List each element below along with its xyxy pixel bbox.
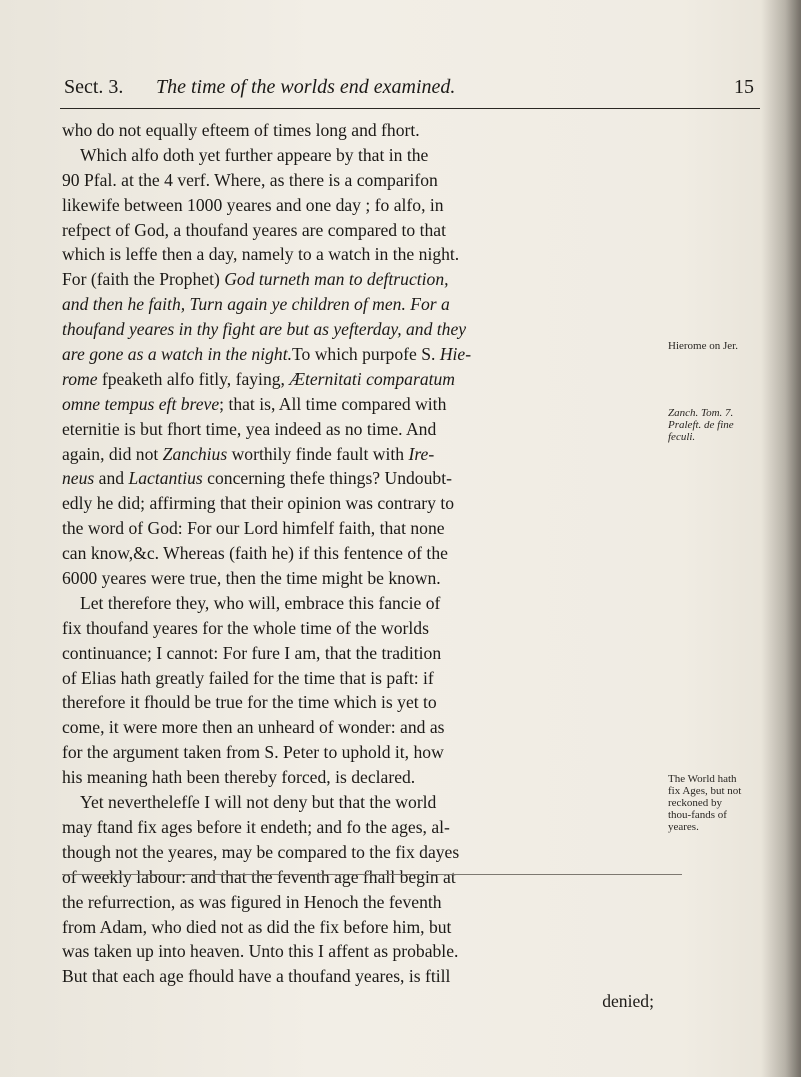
text-line bbox=[62, 242, 654, 267]
roman-run: come, it were more then an unheard of wonder: and as bbox=[62, 717, 445, 738]
roman-run: refpect of God, a thoufand yeares are compared to that bbox=[62, 219, 446, 240]
roman-run: ; that is, All time compared with bbox=[219, 393, 447, 414]
text-line bbox=[62, 591, 654, 616]
text-line bbox=[62, 939, 654, 964]
roman-run: the refurrection, as was figured in Henoch the feventh bbox=[62, 891, 442, 912]
roman-run: Which alfo doth yet further appeare by that in the bbox=[80, 144, 429, 165]
roman-run: 90 Pfal. at the 4 verf. Where, as there is a comparifon bbox=[62, 169, 438, 190]
roman-run: and bbox=[98, 468, 129, 489]
running-title: The time of the worlds end examined. bbox=[156, 76, 456, 98]
page-number: 15 bbox=[734, 76, 754, 98]
text-line bbox=[62, 740, 654, 765]
text-line bbox=[62, 491, 654, 516]
roman-run: the word of God: For our Lord himfelf faith, that none bbox=[62, 518, 445, 539]
roman-run: For (faith the Prophet) bbox=[62, 269, 225, 290]
text-line bbox=[62, 666, 654, 691]
roman-run: though not the yeares, may be compared to the fix dayes bbox=[62, 841, 460, 862]
text-line bbox=[62, 641, 654, 666]
text-line bbox=[62, 566, 654, 591]
text-line bbox=[62, 964, 654, 989]
italic-run: Lactantius bbox=[128, 468, 208, 489]
text-line bbox=[62, 516, 654, 541]
margin-note-world-ages bbox=[668, 773, 748, 833]
italic-run: omne tempus eft breve bbox=[62, 393, 220, 414]
italic-run: thoufand yeares in thy fight are but as yefterday, and they bbox=[62, 319, 467, 340]
roman-run: therefore it fhould be true for the time which is yet to bbox=[62, 692, 437, 713]
roman-run: again, did not bbox=[62, 443, 163, 464]
roman-run: from Adam, who died not as did the fix before him, but bbox=[62, 916, 452, 937]
text-line bbox=[62, 342, 654, 367]
roman-run: of weekly labour: and that the feventh age fhall begin at bbox=[62, 866, 456, 887]
roman-run: fix thoufand yeares for the whole time of the worlds bbox=[62, 617, 429, 638]
margin-note-zanch-tome: Tom. 7. bbox=[698, 407, 734, 419]
text-line bbox=[62, 765, 654, 790]
text-line bbox=[62, 392, 654, 417]
roman-run: of Elias hath greatly failed for the time that is paft: if bbox=[62, 667, 434, 688]
roman-run: denied; bbox=[602, 991, 654, 1012]
text-line bbox=[62, 442, 654, 467]
running-header bbox=[64, 76, 754, 106]
margin-note-zanch-name: Zanch. bbox=[668, 407, 699, 419]
text-line bbox=[62, 367, 654, 392]
text-line bbox=[62, 865, 654, 890]
text-line bbox=[62, 193, 654, 218]
body-text bbox=[62, 118, 654, 1014]
italic-run: are gone as a watch in the night. bbox=[62, 344, 292, 365]
roman-run: his meaning hath been thereby forced, is declared. bbox=[62, 767, 416, 788]
text-line bbox=[62, 989, 654, 1014]
text-line bbox=[62, 118, 654, 143]
text-line bbox=[62, 417, 654, 442]
margin-note-hierome-text: Hierome on Jer. bbox=[668, 340, 738, 352]
italic-run: rome bbox=[62, 368, 102, 389]
text-line bbox=[62, 541, 654, 566]
margin-note-zanchius bbox=[668, 407, 748, 443]
text-line bbox=[62, 790, 654, 815]
roman-run: for the argument taken from S. Peter to uphold it, how bbox=[62, 742, 444, 763]
text-line bbox=[62, 292, 654, 317]
roman-run: eternitie is but fhort time, yea indeed as no time. And bbox=[62, 418, 437, 439]
italic-run: neus bbox=[62, 468, 99, 489]
text-line bbox=[62, 317, 654, 342]
roman-run: edly he did; affirming that their opinion was contrary to bbox=[62, 493, 455, 514]
margin-note-zanch-work: Praleft. de fine bbox=[668, 419, 734, 431]
text-line bbox=[62, 143, 654, 168]
roman-run: likewife between 1000 yeares and one day ; fo alfo, in bbox=[62, 194, 444, 215]
bottom-rule bbox=[62, 874, 682, 875]
roman-run: To which purpofe S. bbox=[292, 344, 440, 365]
italic-run: God turneth man to deftruction, bbox=[224, 269, 449, 290]
roman-run: who do not equally efteem of times long and fhort. bbox=[62, 120, 420, 140]
text-line bbox=[62, 815, 654, 840]
margin-note-zanch-work-end: feculi. bbox=[668, 431, 696, 443]
margin-note-world-text: The World hath fix Ages, but not reckoned by thou-fands of yeares. bbox=[668, 773, 742, 833]
roman-run: can know,&c. Whereas (faith he) if this fentence of the bbox=[62, 543, 448, 564]
roman-run: 6000 yeares were true, then the time might be known. bbox=[62, 568, 441, 589]
text-line bbox=[62, 466, 654, 491]
roman-run: fpeaketh alfo fitly, faying, bbox=[101, 368, 290, 389]
text-line bbox=[62, 690, 654, 715]
roman-run: But that each age fhould have a thoufand yeares, is ftill bbox=[62, 966, 451, 987]
text-line bbox=[62, 715, 654, 740]
margin-note-hierome bbox=[668, 340, 748, 352]
roman-run: which is leffe then a day, namely to a watch in the night. bbox=[62, 244, 460, 265]
text-line bbox=[62, 840, 654, 865]
italic-run: Ire- bbox=[408, 443, 435, 464]
text-line bbox=[62, 890, 654, 915]
text-line bbox=[62, 168, 654, 193]
text-line bbox=[62, 616, 654, 641]
binding-shadow bbox=[761, 0, 801, 1077]
italic-run: and then he faith, Turn again ye children of men. For a bbox=[62, 294, 450, 315]
italic-run: Zanchius bbox=[162, 443, 232, 464]
text-line bbox=[62, 218, 654, 243]
roman-run: continuance; I cannot: For fure I am, that the tradition bbox=[62, 642, 442, 663]
section-number: Sect. 3. bbox=[64, 76, 124, 98]
roman-run: concerning thefe things? Undoubt- bbox=[207, 468, 452, 489]
roman-run: Yet neverthelefſe I will not deny but that the world bbox=[80, 792, 437, 813]
roman-run: worthily finde fault with bbox=[231, 443, 409, 464]
text-line bbox=[62, 267, 654, 292]
roman-run: Let therefore they, who will, embrace this fancie of bbox=[80, 592, 441, 613]
header-rule bbox=[60, 108, 760, 109]
italic-run: Æternitati comparatum bbox=[289, 368, 456, 389]
italic-run: Hie- bbox=[439, 344, 472, 365]
roman-run: was taken up into heaven. Unto this I affent as probable. bbox=[62, 941, 459, 962]
roman-run: may ftand fix ages before it endeth; and fo the ages, al- bbox=[62, 816, 450, 837]
text-line bbox=[62, 915, 654, 940]
